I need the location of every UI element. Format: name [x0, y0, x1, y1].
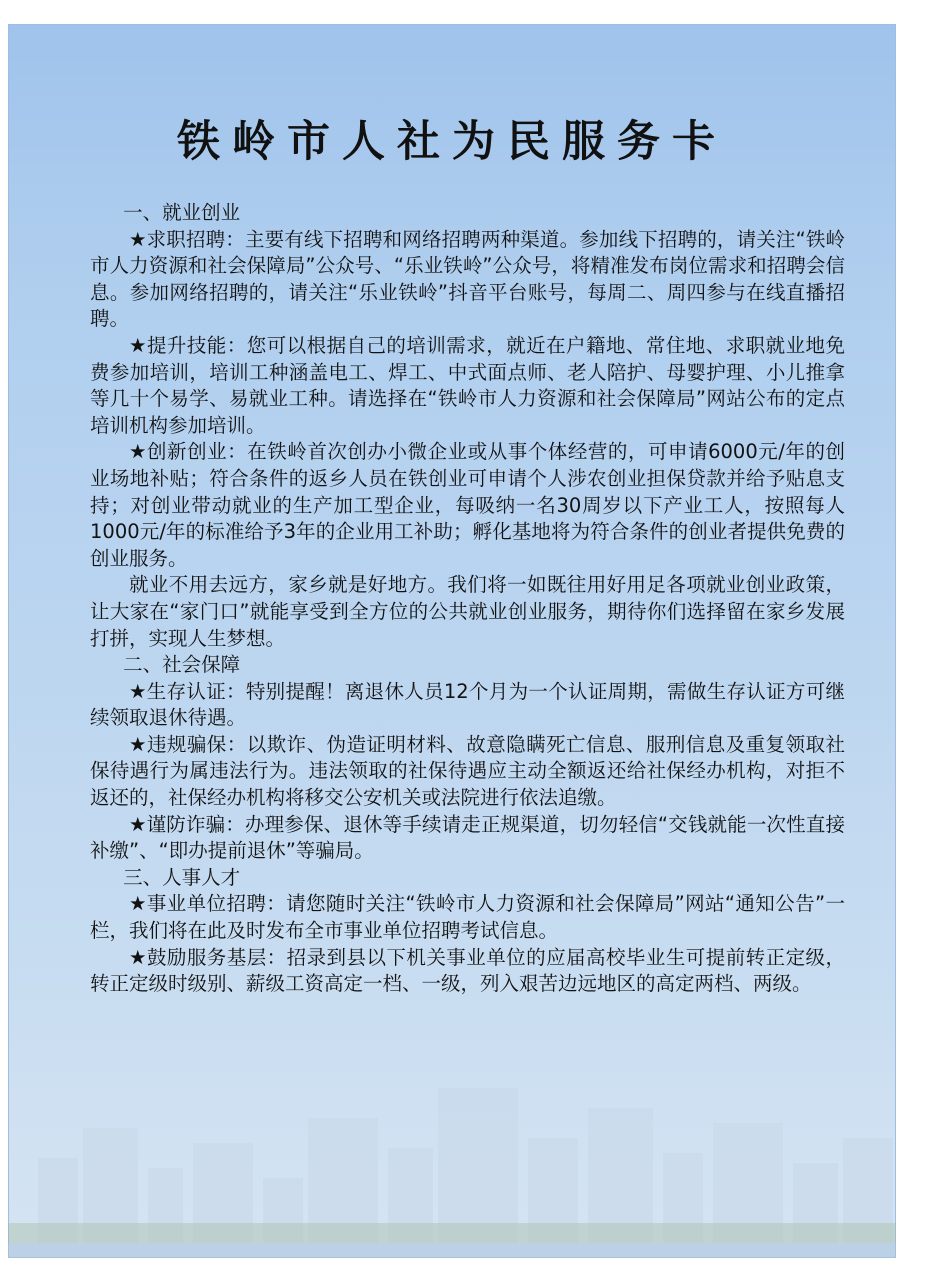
section-heading-personnel: 三、人事人才 [123, 865, 241, 889]
paragraph-skills [90, 333, 845, 439]
service-card [8, 24, 896, 1258]
item-text: 您可以根据自己的培训需求，就近在户籍地、常住地、求职就业地免费参加培训，培训工种涵盖电工、焊工、中式面点师、老人陪护、母婴护理、小儿推拿等几十个易学、易就业工种。请选择在“铁岭市人力资源和社会保障局”网站公布的定点培训机构参加培训。 [90, 333, 845, 437]
paragraph-grassroots [90, 945, 845, 998]
paragraph-scam-warning [90, 812, 845, 865]
item-lead: ★违规骗保： [129, 732, 247, 756]
item-lead: ★创新创业： [129, 440, 248, 464]
paragraph-job-seeking [90, 227, 845, 333]
item-text: 主要有线下招聘和网络招聘两种渠道。参加线下招聘的，请关注“铁岭市人力资源和社会保障局”公众号、“乐业铁岭”公众号，将精准发布岗位需求和招聘会信息。参加网络招聘的，请关注“乐业铁岭”抖音平台账号，每周二、周四参与在线直播招聘。 [90, 227, 845, 331]
item-lead: ★谨防诈骗： [129, 812, 245, 836]
item-text: 特别提醒！离退休人员12个月为一个认证周期，需做生存认证方可继续领取退休待遇。 [90, 679, 845, 730]
item-lead: ★事业单位招聘： [129, 892, 287, 916]
item-lead: ★鼓励服务基层： [129, 945, 287, 969]
paragraph-fraud-violation [90, 732, 845, 812]
page-title: 铁岭市人社为民服务卡 [177, 117, 727, 167]
item-text: 办理参保、退休等手续请走正规渠道，切勿轻信“交钱就能一次性直接补缴”、“即办提前退休”等骗局。 [90, 812, 845, 863]
item-lead: ★生存认证： [129, 679, 246, 703]
item-text: 在铁岭首次创办小微企业或从事个体经营的，可申请6000元/年的创业场地补贴；符合条件的返乡人员在铁创业可申请个人涉农创业担保贷款并给予贴息支持；对创业带动就业的生产加工型企业，每吸纳一名30周岁以下产业工人，按照每人1000元/年的标准给予3年的企业用工补助；孵化基地将为符合条件的创业者提供免费的创业服务。 [90, 440, 845, 570]
item-lead: ★提升技能： [129, 333, 247, 357]
card-body [90, 200, 845, 998]
paragraph-survival-cert [90, 679, 845, 732]
section-heading-social-security: 二、社会保障 [123, 653, 241, 677]
item-lead: ★求职招聘： [129, 227, 245, 251]
paragraph-institution-recruit [90, 891, 845, 944]
paragraph-hometown [90, 572, 845, 652]
item-text: 请您随时关注“铁岭市人力资源和社会保障局”网站“通知公告”一栏，我们将在此及时发布全市事业单位招聘考试信息。 [90, 892, 845, 943]
item-text: 招录到县以下机关事业单位的应届高校毕业生可提前转正定级，转正定级时级别、薪级工资高定一档、一级，列入艰苦边远地区的高定两档、两级。 [90, 945, 845, 996]
item-text: 以欺诈、伪造证明材料、故意隐瞒死亡信息、服刑信息及重复领取社保待遇行为属违法行为。违法领取的社保待遇应主动全额返还给社保经办机构，对拒不返还的，社保经办机构将移交公安机关或法院进行依法追缴。 [90, 732, 845, 810]
paragraph-entrepreneurship [90, 439, 845, 572]
section-heading-employment: 一、就业创业 [123, 201, 241, 224]
item-text: 就业不用去远方，家乡就是好地方。我们将一如既往用好用足各项就业创业政策，让大家在“家门口”就能享受到全方位的公共就业创业服务，期待你们选择留在家乡发展打拼，实现人生梦想。 [90, 573, 845, 650]
city-skyline-background [8, 1048, 896, 1258]
